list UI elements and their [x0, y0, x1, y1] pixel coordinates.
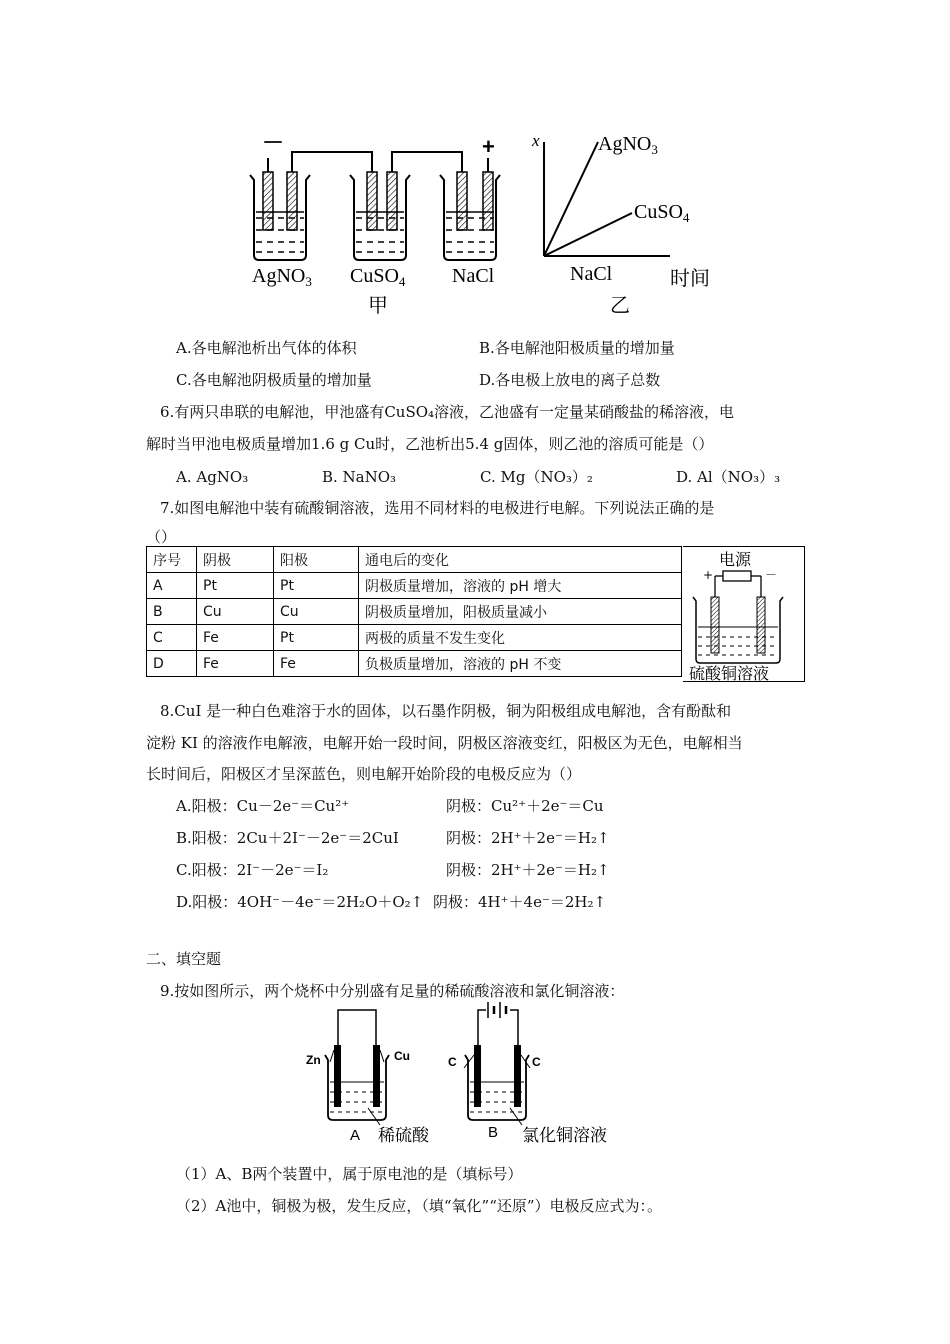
table-cell: C: [147, 625, 197, 651]
table-cell: 阴极质量增加，阳极质量减小: [359, 599, 682, 625]
table-cell: Cu: [197, 599, 274, 625]
table-cell: Pt: [274, 573, 359, 599]
solution-label: 硫酸铜溶液: [689, 664, 770, 681]
table-cell: 阴极质量增加，溶液的 pH 增大: [359, 573, 682, 599]
q5-option-d: D.各电极上放电的离子总数: [479, 371, 661, 389]
fig-plus: +: [703, 568, 714, 582]
table-cell: A: [147, 573, 197, 599]
label-zn: Zn: [306, 1053, 321, 1067]
solution-b: 氯化铜溶液: [522, 1126, 607, 1146]
beaker-label-nacl: NaCl: [452, 265, 495, 287]
plus-sign: +: [482, 134, 495, 159]
line-label-agno3: AgNO$_3$: [598, 133, 658, 157]
q7-text-line2: （）: [146, 528, 177, 546]
label-c-left: C: [448, 1055, 457, 1069]
q6-option-a: A. AgNO₃: [176, 468, 249, 486]
q8-text-line3: 长时间后，阳极区才呈深蓝色，则电解开始阶段的电极反应为（）: [146, 765, 582, 783]
q7-table: [146, 546, 682, 677]
q8-text-line2: 淀粉 KI 的溶液作电解液，电解开始一段时间，阴极区溶液变红，阳极区为无色，电解相当: [146, 734, 743, 752]
power-source-label: 电源: [719, 550, 752, 569]
q6-option-b: B. NaNO₃: [322, 468, 397, 486]
table-cell: Fe: [274, 651, 359, 677]
q6-option-c: C. Mg（NO₃）₂: [480, 468, 593, 486]
table-header: 阴极: [197, 547, 274, 573]
q5-option-b: B.各电解池阳极质量的增加量: [479, 339, 675, 357]
q8-option-b-cathode: 阴极：2H⁺＋2e⁻＝H₂↑: [446, 829, 610, 847]
label-jia: 甲: [368, 293, 388, 317]
q9-sub1: （1）A、B两个装置中，属于原电池的是（填标号）: [176, 1165, 523, 1183]
section-title: 二、填空题: [146, 950, 222, 968]
q8-option-a-anode: A.阳极：Cu－2e⁻＝Cu²⁺: [176, 797, 350, 815]
q5-option-a: A.各电解池析出气体的体积: [176, 339, 357, 357]
q5-option-c: C.各电解池阴极质量的增加量: [176, 371, 372, 389]
q7-text-line1: 7.如图电解池中装有硫酸铜溶液，选用不同材料的电极进行电解。下列说法正确的是: [160, 499, 715, 517]
graph-yi: [530, 128, 730, 318]
table-cell: Pt: [274, 625, 359, 651]
minus-sign: －: [262, 130, 285, 155]
table-header: 阳极: [274, 547, 359, 573]
label-c-right: C: [532, 1055, 541, 1069]
x-axis-label: 时间: [670, 266, 710, 290]
table-row: [147, 573, 682, 599]
table-cell: D: [147, 651, 197, 677]
table-header: 序号: [147, 547, 197, 573]
q7-cell-figure: [683, 546, 805, 682]
fig-minus: －: [765, 568, 778, 582]
q6-text-line2: 解时当甲池电极质量增加1.6 g Cu时，乙池析出5.4 g固体，则乙池的溶质可能是（）: [146, 435, 714, 453]
q9-sub2: （2）A池中，铜极为极，发生反应，（填“氧化”“还原”）电极反应式为：。: [176, 1197, 663, 1215]
table-cell: Pt: [197, 573, 274, 599]
label-b: B: [488, 1124, 499, 1141]
q9-figure: [300, 1000, 630, 1150]
y-axis-label: x: [532, 131, 540, 150]
beaker-label-agno3: AgNO$_3$: [252, 265, 312, 289]
table-row: [147, 625, 682, 651]
table-row: [147, 599, 682, 625]
line-label-nacl: NaCl: [570, 263, 613, 285]
q8-text-line1: 8.CuI 是一种白色难溶于水的固体，以石墨作阴极，铜为阳极组成电解池，含有酚酞和: [160, 702, 732, 720]
table-cell: B: [147, 599, 197, 625]
q8-option-a-cathode: 阴极：Cu²⁺＋2e⁻＝Cu: [446, 797, 604, 815]
table-cell: 负极质量增加，溶液的 pH 不变: [359, 651, 682, 677]
q8-option-d-cathode: 阴极：4H⁺＋4e⁻＝2H₂↑: [433, 893, 607, 911]
label-cu: Cu: [394, 1049, 410, 1063]
label-yi: 乙: [610, 293, 630, 317]
q8-option-d-anode: D.阳极：4OH⁻－4e⁻＝2H₂O＋O₂↑: [176, 893, 424, 911]
line-label-cuso4: CuSO$_4$: [634, 201, 690, 225]
q9-text-line1: 9.按如图所示，两个烧杯中分别盛有足量的稀硫酸溶液和氯化铜溶液：: [160, 982, 625, 1000]
beaker-label-cuso4: CuSO$_4$: [350, 265, 406, 289]
table-cell: Cu: [274, 599, 359, 625]
label-a: A: [350, 1127, 361, 1144]
electrolysis-cells-figure: [240, 130, 530, 320]
q6-text-line1: 6.有两只串联的电解池，甲池盛有CuSO₄溶液，乙池盛有一定量某硝酸盐的稀溶液，电: [160, 403, 735, 421]
solution-a: 稀硫酸: [378, 1126, 429, 1146]
table-header-row: [147, 547, 682, 573]
table-header: 通电后的变化: [359, 547, 682, 573]
table-cell: Fe: [197, 651, 274, 677]
table-cell: 两极的质量不发生变化: [359, 625, 682, 651]
q8-option-b-anode: B.阳极：2Cu＋2I⁻－2e⁻＝2CuI: [176, 829, 399, 847]
q6-option-d: D. Al（NO₃）₃: [676, 468, 781, 486]
table-cell: Fe: [197, 625, 274, 651]
table-row: [147, 651, 682, 677]
q8-option-c-anode: C.阳极：2I⁻－2e⁻＝I₂: [176, 861, 329, 879]
q8-option-c-cathode: 阴极：2H⁺＋2e⁻＝H₂↑: [446, 861, 610, 879]
